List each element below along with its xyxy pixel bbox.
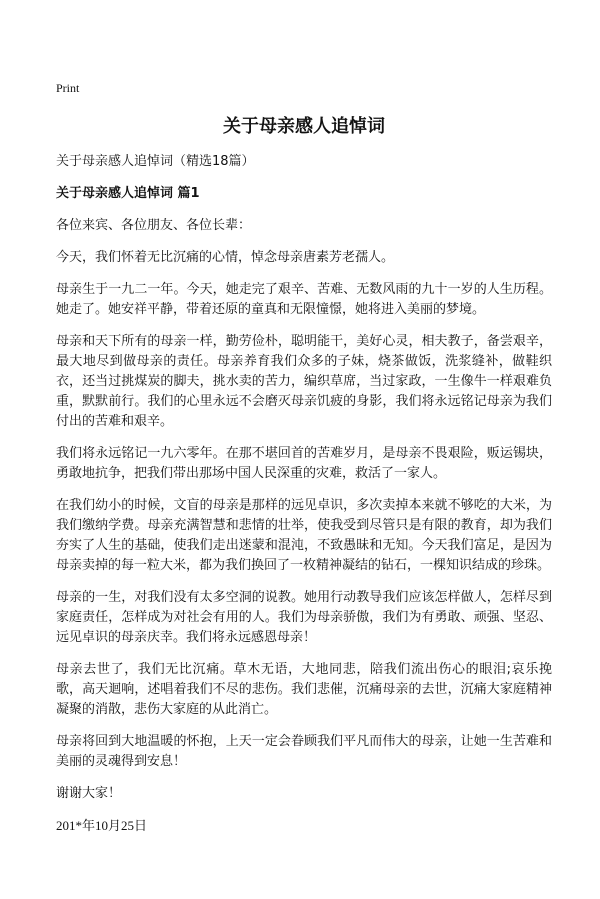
- paragraph-greeting: 各位来宾、各位朋友、各位长辈：: [56, 218, 252, 233]
- print-link[interactable]: Print: [56, 81, 80, 95]
- paragraph-mourning: 母亲去世了，我们无比沉痛。草木无语，大地同悲，陪我们流出伤心的眼泪;哀乐挽歌，高天迴响，述唱着我们不尽的悲伤。我们悲催，沉痛母亲的去世，沉痛大家庭精神凝聚的消散，悲伤大家庭的从此消亡。: [56, 662, 552, 717]
- document-page: [56, 80, 552, 836]
- document-subtitle: 关于母亲感人追悼词（精选18篇）: [56, 154, 255, 169]
- paragraph-birth: 母亲生于一九二一年。今天，她走完了艰辛、苦难、无数风雨的九十一岁的人生历程。她走了。她安祥平静，带着还原的童真和无限憧憬，她将进入美丽的梦境。: [56, 282, 552, 317]
- paragraph-opening: 今天，我们怀着无比沉痛的心情，悼念母亲唐素芳老孺人。: [56, 250, 395, 265]
- section-heading: 关于母亲感人追悼词 篇1: [56, 186, 200, 201]
- paragraph-1960: 我们将永远铭记一九六零年。在那不堪回首的苦难岁月，是母亲不畏艰险，贩运锡块，勇敢地抗争，把我们带出那场中国人民深重的灾难，救活了一家人。: [56, 446, 552, 481]
- document-date: 201*年10月25日: [56, 818, 148, 833]
- paragraph-hardship: 母亲和天下所有的母亲一样，勤劳俭朴，聪明能干，美好心灵，相夫教子，备尝艰辛，最大地尽到做母亲的责任。母亲养育我们众多的子妹，烧茶做饭，洗浆缝补，做鞋织衣，还当过挑煤炭的脚夫，挑水卖的苦力，编织草席，当过家政，一生像牛一样艰难负重，默默前行。我们的心里永远不会磨灭母亲饥疲的身影，我们将永远铭记母亲为我们付出的苦难和艰辛。: [56, 334, 552, 429]
- paragraph-rest: 母亲将回到大地温暖的怀抱，上天一定会眷顾我们平凡而伟大的母亲，让她一生苦难和美丽的灵魂得到安息！: [56, 734, 552, 769]
- page-title: 关于母亲感人追悼词: [223, 116, 385, 137]
- paragraph-thanks: 谢谢大家！: [56, 786, 122, 801]
- paragraph-teaching: 母亲的一生，对我们没有太多空洞的说教。她用行动教导我们应该怎样做人，怎样尽到家庭责任，怎样成为对社会有用的人。我们为母亲骄傲，我们为有勇敢、顽强、坚忍、远见卓识的母亲庆幸。我们将永远感恩母亲！: [56, 590, 552, 645]
- paragraph-education: 在我们幼小的时候，文盲的母亲是那样的远见卓识，多次卖掉本来就不够吃的大米，为我们缴纳学费。母亲充满智慧和悲情的壮举，使我受到尽管只是有限的教育，却为我们夯实了人生的基础，使我们走出迷蒙和混沌，不致愚昧和无知。今天我们富足，是因为母亲卖掉的每一粒大米，都为我们换回了一枚精神凝结的钻石，一棵知识结成的珍珠。: [56, 498, 552, 573]
